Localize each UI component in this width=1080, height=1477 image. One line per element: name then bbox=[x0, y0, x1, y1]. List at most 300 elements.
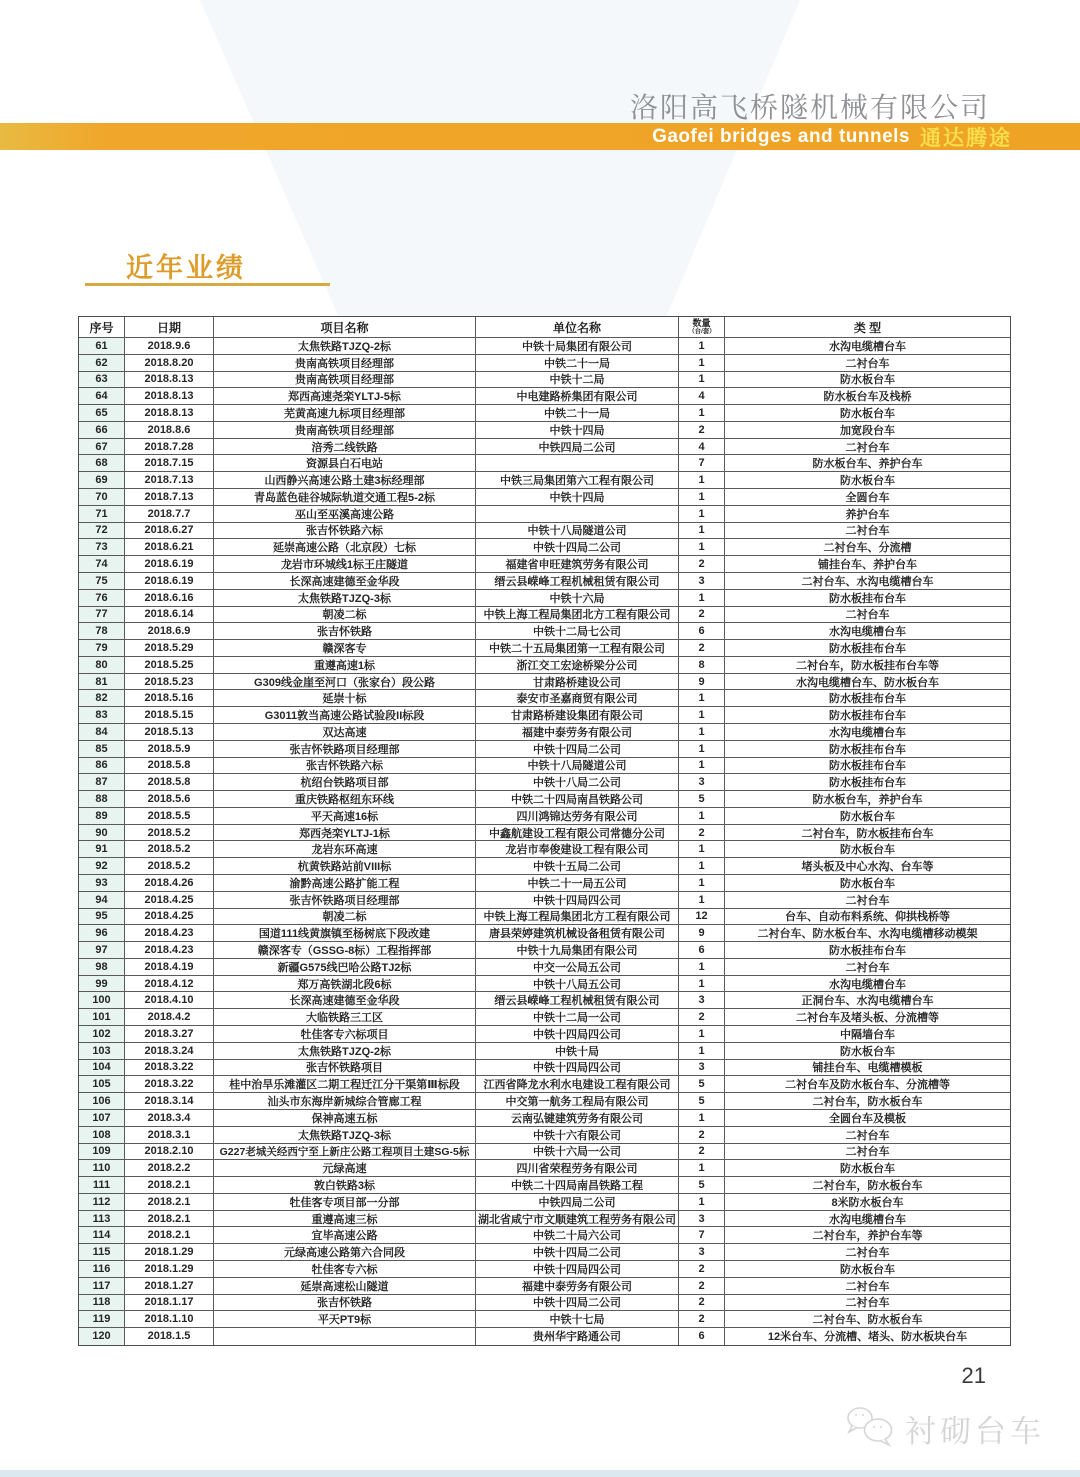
cell-unit: 中铁十五局二公司 bbox=[476, 858, 679, 875]
cell-qty: 1 bbox=[679, 858, 725, 875]
cell-type: 二衬台车 bbox=[725, 959, 1010, 976]
cell-unit: 云南弘键建筑劳务有限公司 bbox=[476, 1110, 679, 1127]
cell-project: 龙岩东环高速 bbox=[214, 841, 476, 858]
cell-qty: 5 bbox=[679, 1076, 725, 1093]
table-row bbox=[79, 590, 1010, 607]
cell-unit: 中铁三局集团第六工程有限公司 bbox=[476, 472, 679, 489]
cell-date: 2018.8.20 bbox=[125, 355, 214, 372]
table-row bbox=[79, 388, 1010, 405]
cell-no: 104 bbox=[79, 1060, 125, 1077]
cell-project: G3011敦当高速公路试验段II标段 bbox=[214, 707, 476, 724]
results-table bbox=[78, 316, 1011, 1346]
cell-project: 太焦铁路TJZQ-2标 bbox=[214, 338, 476, 355]
cell-unit: 贵州华宇路通公司 bbox=[476, 1328, 679, 1345]
cell-no: 87 bbox=[79, 774, 125, 791]
cell-no: 93 bbox=[79, 875, 125, 892]
cell-qty: 2 bbox=[679, 1278, 725, 1295]
cell-project: 重庆铁路枢纽东环线 bbox=[214, 791, 476, 808]
table-row bbox=[79, 1043, 1010, 1060]
cell-qty: 2 bbox=[679, 825, 725, 842]
cell-no: 61 bbox=[79, 338, 125, 355]
cell-type: 二衬台车及堵头板、分流槽等 bbox=[725, 1009, 1010, 1026]
cell-no: 70 bbox=[79, 489, 125, 506]
cell-type: 二衬台车 bbox=[725, 1295, 1010, 1312]
cell-date: 2018.3.22 bbox=[125, 1060, 214, 1077]
cell-project: 重遵高速三标 bbox=[214, 1211, 476, 1228]
table-row bbox=[79, 1160, 1010, 1177]
cell-date: 2018.8.6 bbox=[125, 422, 214, 439]
cell-date: 2018.8.13 bbox=[125, 388, 214, 405]
table-row bbox=[79, 1194, 1010, 1211]
cell-unit: 福建省申旺建筑劳务有限公司 bbox=[476, 556, 679, 573]
table-row bbox=[79, 472, 1010, 489]
cell-project: 双达高速 bbox=[214, 724, 476, 741]
table-row bbox=[79, 724, 1010, 741]
cell-date: 2018.4.25 bbox=[125, 909, 214, 926]
cell-qty: 1 bbox=[679, 372, 725, 389]
table-row bbox=[79, 858, 1010, 875]
cell-qty: 1 bbox=[679, 506, 725, 523]
cell-date: 2018.4.2 bbox=[125, 1009, 214, 1026]
cell-unit: 中铁十九局集团有限公司 bbox=[476, 942, 679, 959]
header-cell-date: 日期 bbox=[125, 317, 214, 338]
cell-qty: 6 bbox=[679, 623, 725, 640]
cell-type: 防水板挂布台车 bbox=[725, 707, 1010, 724]
cell-no: 109 bbox=[79, 1144, 125, 1161]
cell-unit: 甘肃路桥建设公司 bbox=[476, 674, 679, 691]
cell-date: 2018.4.12 bbox=[125, 976, 214, 993]
table-row bbox=[79, 506, 1010, 523]
table-row bbox=[79, 338, 1010, 355]
company-name: 洛阳高飞桥隧机械有限公司 bbox=[629, 92, 990, 123]
cell-type: 水沟电缆槽台车 bbox=[725, 338, 1010, 355]
cell-project: 牡佳客专六标项目 bbox=[214, 1026, 476, 1043]
cell-date: 2018.4.26 bbox=[125, 875, 214, 892]
cell-no: 85 bbox=[79, 741, 125, 758]
cell-no: 66 bbox=[79, 422, 125, 439]
cell-unit: 中铁十四局四公司 bbox=[476, 1026, 679, 1043]
cell-qty: 1 bbox=[679, 724, 725, 741]
cell-unit: 中铁二十一局五公司 bbox=[476, 875, 679, 892]
cell-type: 防水板挂布台车 bbox=[725, 690, 1010, 707]
table-row bbox=[79, 925, 1010, 942]
table-row bbox=[79, 1076, 1010, 1093]
header-cell-qty bbox=[679, 317, 725, 338]
cell-type: 二衬台车、分流槽 bbox=[725, 539, 1010, 556]
cell-type: 二衬台车 bbox=[725, 1244, 1010, 1261]
table-row bbox=[79, 640, 1010, 657]
cell-type: 二衬台车，防水板台车 bbox=[725, 1177, 1010, 1194]
cell-qty: 1 bbox=[679, 758, 725, 775]
cell-type: 中隔墙台车 bbox=[725, 1026, 1010, 1043]
cell-date: 2018.6.21 bbox=[125, 539, 214, 556]
table-row bbox=[79, 942, 1010, 959]
cell-project: 保神高速五标 bbox=[214, 1110, 476, 1127]
cell-unit: 中铁十局 bbox=[476, 1043, 679, 1060]
table-row bbox=[79, 573, 1010, 590]
cell-project: 元绿高速 bbox=[214, 1160, 476, 1177]
cell-no: 67 bbox=[79, 439, 125, 456]
cell-no: 76 bbox=[79, 590, 125, 607]
cell-project: 元绿高速公路第六合同段 bbox=[214, 1244, 476, 1261]
table-row bbox=[79, 1311, 1010, 1328]
cell-date: 2018.1.29 bbox=[125, 1244, 214, 1261]
cell-type: 防水板挂布台车 bbox=[725, 942, 1010, 959]
cell-date: 2018.3.14 bbox=[125, 1093, 214, 1110]
header-cell-type: 类 型 bbox=[725, 317, 1010, 338]
cell-unit: 中铁二十五局集团第一工程有限公司 bbox=[476, 640, 679, 657]
cell-unit: 浙江交工宏途桥梁分公司 bbox=[476, 657, 679, 674]
cell-no: 101 bbox=[79, 1009, 125, 1026]
cell-no: 94 bbox=[79, 892, 125, 909]
cell-qty: 2 bbox=[679, 1311, 725, 1328]
table-row bbox=[79, 875, 1010, 892]
cell-project: 青岛蓝色硅谷城际轨道交通工程5-2标 bbox=[214, 489, 476, 506]
cell-unit: 缙云县嵘峰工程机械租赁有限公司 bbox=[476, 573, 679, 590]
table-row bbox=[79, 355, 1010, 372]
cell-no: 63 bbox=[79, 372, 125, 389]
cell-no: 98 bbox=[79, 959, 125, 976]
cell-project bbox=[214, 1328, 476, 1345]
cell-date: 2018.5.13 bbox=[125, 724, 214, 741]
cell-qty: 12 bbox=[679, 909, 725, 926]
cell-project: 长深高速建德至金华段 bbox=[214, 573, 476, 590]
cell-unit: 四川省荣程劳务有限公司 bbox=[476, 1160, 679, 1177]
cell-project: 朝凌二标 bbox=[214, 909, 476, 926]
cell-type: 防水板挂布台车 bbox=[725, 640, 1010, 657]
header-qty-line2: （台/套） bbox=[688, 328, 715, 335]
cell-qty: 1 bbox=[679, 841, 725, 858]
cell-no: 75 bbox=[79, 573, 125, 590]
cell-unit: 唐县荣婷建筑机械设备租赁有限公司 bbox=[476, 925, 679, 942]
cell-date: 2018.2.1 bbox=[125, 1227, 214, 1244]
cell-date: 2018.3.24 bbox=[125, 1043, 214, 1060]
cell-project: 桂中治旱乐滩灌区二期工程迁江分干渠第Ⅲ标段 bbox=[214, 1076, 476, 1093]
cell-qty: 2 bbox=[679, 1295, 725, 1312]
cell-unit: 中铁四局二公司 bbox=[476, 1194, 679, 1211]
cell-date: 2018.1.29 bbox=[125, 1261, 214, 1278]
cell-project: 张吉怀铁路六标 bbox=[214, 523, 476, 540]
cell-no: 89 bbox=[79, 808, 125, 825]
table-row bbox=[79, 992, 1010, 1009]
cell-no: 113 bbox=[79, 1211, 125, 1228]
cell-no: 116 bbox=[79, 1261, 125, 1278]
cell-project: 张吉怀铁路项目经理部 bbox=[214, 741, 476, 758]
cell-qty: 2 bbox=[679, 1144, 725, 1161]
cell-unit: 中铁十局集团有限公司 bbox=[476, 338, 679, 355]
cell-qty: 1 bbox=[679, 707, 725, 724]
cell-no: 102 bbox=[79, 1026, 125, 1043]
cell-unit: 中铁十四局四公司 bbox=[476, 892, 679, 909]
cell-date: 2018.5.25 bbox=[125, 657, 214, 674]
table-row bbox=[79, 405, 1010, 422]
table-row bbox=[79, 774, 1010, 791]
bottom-edge-strip bbox=[0, 1470, 1080, 1477]
table-row bbox=[79, 1261, 1010, 1278]
cell-qty: 1 bbox=[679, 355, 725, 372]
header-cell-unit: 单位名称 bbox=[476, 317, 679, 338]
cell-type: 二衬台车 bbox=[725, 1127, 1010, 1144]
cell-no: 80 bbox=[79, 657, 125, 674]
cell-date: 2018.2.2 bbox=[125, 1160, 214, 1177]
cell-project: 长深高速建德至金华段 bbox=[214, 992, 476, 1009]
cell-no: 95 bbox=[79, 909, 125, 926]
cell-project: 郑万高铁湖北段6标 bbox=[214, 976, 476, 993]
cell-qty: 1 bbox=[679, 808, 725, 825]
cell-type: 防水板挂布台车 bbox=[725, 741, 1010, 758]
cell-type: 防水板挂布台车 bbox=[725, 774, 1010, 791]
cell-unit: 中铁十六有限公司 bbox=[476, 1127, 679, 1144]
table-row bbox=[79, 422, 1010, 439]
cell-project: G309线金崖至河口（张家台）段公路 bbox=[214, 674, 476, 691]
table-row bbox=[79, 841, 1010, 858]
cell-date: 2018.5.8 bbox=[125, 774, 214, 791]
cell-project: 张吉怀铁路 bbox=[214, 1295, 476, 1312]
cell-date: 2018.1.27 bbox=[125, 1278, 214, 1295]
brand-banner bbox=[0, 123, 1080, 150]
cell-date: 2018.5.6 bbox=[125, 791, 214, 808]
cell-date: 2018.5.8 bbox=[125, 758, 214, 775]
cell-type: 防水板台车 bbox=[725, 472, 1010, 489]
cell-date: 2018.1.10 bbox=[125, 1311, 214, 1328]
cell-project: 延崇十标 bbox=[214, 690, 476, 707]
cell-date: 2018.7.7 bbox=[125, 506, 214, 523]
cell-unit: 中铁二十一局 bbox=[476, 355, 679, 372]
cell-qty: 1 bbox=[679, 523, 725, 540]
cell-type: 二衬台车 bbox=[725, 355, 1010, 372]
cell-qty: 6 bbox=[679, 1328, 725, 1345]
cell-unit: 中铁二十一局 bbox=[476, 405, 679, 422]
cell-type: 全圆台车 bbox=[725, 489, 1010, 506]
table-row bbox=[79, 1026, 1010, 1043]
cell-date: 2018.8.13 bbox=[125, 405, 214, 422]
cell-no: 111 bbox=[79, 1177, 125, 1194]
table-row bbox=[79, 976, 1010, 993]
cell-date: 2018.9.6 bbox=[125, 338, 214, 355]
cell-project: 资源县白石电站 bbox=[214, 455, 476, 472]
cell-type: 防水板台车，养护台车 bbox=[725, 791, 1010, 808]
cell-type: 二衬台车、防水板台车、水沟电缆槽移动模架 bbox=[725, 925, 1010, 942]
cell-type: 二衬台车，防水板挂布台车等 bbox=[725, 657, 1010, 674]
cell-qty: 1 bbox=[679, 892, 725, 909]
cell-project: 太焦铁路TJZQ-3标 bbox=[214, 1127, 476, 1144]
cell-date: 2018.3.1 bbox=[125, 1127, 214, 1144]
cell-no: 117 bbox=[79, 1278, 125, 1295]
cell-qty: 1 bbox=[679, 1026, 725, 1043]
cell-qty: 1 bbox=[679, 1194, 725, 1211]
cell-unit: 中铁十二局 bbox=[476, 372, 679, 389]
cell-date: 2018.8.13 bbox=[125, 372, 214, 389]
table-row bbox=[79, 825, 1010, 842]
cell-unit: 中铁十四局 bbox=[476, 489, 679, 506]
cell-type: 防水板台车 bbox=[725, 1261, 1010, 1278]
table-row bbox=[79, 741, 1010, 758]
cell-no: 81 bbox=[79, 674, 125, 691]
cell-type: 铺挂台车、电缆槽模板 bbox=[725, 1060, 1010, 1077]
cell-project: 平天高速16标 bbox=[214, 808, 476, 825]
cell-date: 2018.4.19 bbox=[125, 959, 214, 976]
cell-project: 牡佳客专六标 bbox=[214, 1261, 476, 1278]
cell-no: 103 bbox=[79, 1043, 125, 1060]
cell-unit: 中铁上海工程局集团北方工程有限公司 bbox=[476, 909, 679, 926]
cell-type: 二衬台车 bbox=[725, 439, 1010, 456]
cell-type: 防水板挂布台车 bbox=[725, 590, 1010, 607]
cell-qty: 1 bbox=[679, 590, 725, 607]
cell-date: 2018.5.15 bbox=[125, 707, 214, 724]
cell-date: 2018.3.27 bbox=[125, 1026, 214, 1043]
cell-type: 水沟电缆槽台车、防水板台车 bbox=[725, 674, 1010, 691]
table-row bbox=[79, 1244, 1010, 1261]
cell-unit: 中铁十四局二公司 bbox=[476, 1244, 679, 1261]
cell-qty: 3 bbox=[679, 1244, 725, 1261]
cell-project: 张吉怀铁路项目 bbox=[214, 1060, 476, 1077]
cell-date: 2018.4.23 bbox=[125, 942, 214, 959]
cell-unit: 泰安市圣嘉商贸有限公司 bbox=[476, 690, 679, 707]
cell-no: 77 bbox=[79, 607, 125, 624]
cell-unit: 中铁十六局一公司 bbox=[476, 1144, 679, 1161]
table-row bbox=[79, 556, 1010, 573]
table-row bbox=[79, 523, 1010, 540]
cell-no: 118 bbox=[79, 1295, 125, 1312]
cell-type: 全圆台车及模板 bbox=[725, 1110, 1010, 1127]
cell-qty: 2 bbox=[679, 1127, 725, 1144]
cell-project: 太焦铁路TJZQ-2标 bbox=[214, 1043, 476, 1060]
table-row bbox=[79, 1127, 1010, 1144]
cell-no: 82 bbox=[79, 690, 125, 707]
cell-date: 2018.7.13 bbox=[125, 489, 214, 506]
cell-project: 延崇高速公路（北京段）七标 bbox=[214, 539, 476, 556]
cell-unit: 中铁上海工程局集团北方工程有限公司 bbox=[476, 607, 679, 624]
cell-type: 防水板台车 bbox=[725, 372, 1010, 389]
cell-qty: 1 bbox=[679, 976, 725, 993]
cell-no: 65 bbox=[79, 405, 125, 422]
cell-unit: 甘肃路桥建设集团有限公司 bbox=[476, 707, 679, 724]
cell-date: 2018.7.28 bbox=[125, 439, 214, 456]
cell-no: 92 bbox=[79, 858, 125, 875]
page-title: 近年业绩 bbox=[126, 253, 246, 283]
cell-project: 张吉怀铁路项目经理部 bbox=[214, 892, 476, 909]
table-row bbox=[79, 892, 1010, 909]
cell-date: 2018.7.13 bbox=[125, 472, 214, 489]
table-row bbox=[79, 758, 1010, 775]
cell-qty: 4 bbox=[679, 388, 725, 405]
cell-type: 二衬台车、防水板台车 bbox=[725, 1311, 1010, 1328]
cell-type: 二衬台车 bbox=[725, 1144, 1010, 1161]
cell-project: 朝凌二标 bbox=[214, 607, 476, 624]
table-row bbox=[79, 1295, 1010, 1312]
cell-qty: 3 bbox=[679, 1211, 725, 1228]
chat-bubbles-icon bbox=[845, 1404, 897, 1453]
cell-type: 正洞台车、水沟电缆槽台车 bbox=[725, 992, 1010, 1009]
cell-qty: 1 bbox=[679, 405, 725, 422]
cell-type: 二衬台车 bbox=[725, 892, 1010, 909]
cell-no: 78 bbox=[79, 623, 125, 640]
cell-type: 防水板台车 bbox=[725, 1043, 1010, 1060]
table-row bbox=[79, 657, 1010, 674]
table-row bbox=[79, 690, 1010, 707]
cell-qty: 3 bbox=[679, 573, 725, 590]
cell-qty: 5 bbox=[679, 1177, 725, 1194]
cell-project: 郑西高速尧栾YLTJ-5标 bbox=[214, 388, 476, 405]
cell-date: 2018.4.10 bbox=[125, 992, 214, 1009]
cell-type: 台车、自动布料系统、仰拱栈桥等 bbox=[725, 909, 1010, 926]
cell-date: 2018.5.2 bbox=[125, 825, 214, 842]
cell-no: 88 bbox=[79, 791, 125, 808]
cell-unit: 福建中泰劳务有限公司 bbox=[476, 724, 679, 741]
cell-date: 2018.3.22 bbox=[125, 1076, 214, 1093]
cell-type: 防水板挂布台车 bbox=[725, 758, 1010, 775]
cell-qty: 2 bbox=[679, 556, 725, 573]
cell-type: 二衬台车，养护台车等 bbox=[725, 1227, 1010, 1244]
cell-project: 杭绍台铁路项目部 bbox=[214, 774, 476, 791]
cell-qty: 1 bbox=[679, 338, 725, 355]
cell-no: 72 bbox=[79, 523, 125, 540]
cell-date: 2018.2.1 bbox=[125, 1177, 214, 1194]
cell-no: 83 bbox=[79, 707, 125, 724]
cell-date: 2018.5.16 bbox=[125, 690, 214, 707]
cell-unit: 中铁十七局 bbox=[476, 1311, 679, 1328]
cell-unit: 中铁十四局四公司 bbox=[476, 1261, 679, 1278]
cell-no: 86 bbox=[79, 758, 125, 775]
cell-qty: 1 bbox=[679, 959, 725, 976]
cell-type: 8米防水板台车 bbox=[725, 1194, 1010, 1211]
cell-project: 敦白铁路3标 bbox=[214, 1177, 476, 1194]
cell-no: 90 bbox=[79, 825, 125, 842]
cell-date: 2018.1.5 bbox=[125, 1328, 214, 1345]
cell-qty: 1 bbox=[679, 741, 725, 758]
cell-qty: 1 bbox=[679, 539, 725, 556]
cell-project: 赣深客专 bbox=[214, 640, 476, 657]
cell-unit: 中铁十四局四公司 bbox=[476, 1060, 679, 1077]
cell-project: 宜毕高速公路 bbox=[214, 1227, 476, 1244]
cell-unit: 福建中泰劳务有限公司 bbox=[476, 1278, 679, 1295]
cell-project: 芜黄高速九标项目经理部 bbox=[214, 405, 476, 422]
cell-qty: 1 bbox=[679, 1110, 725, 1127]
cell-project: 巫山至巫溪高速公路 bbox=[214, 506, 476, 523]
cell-qty: 1 bbox=[679, 489, 725, 506]
cell-no: 106 bbox=[79, 1093, 125, 1110]
cell-type: 防水板台车 bbox=[725, 875, 1010, 892]
cell-no: 100 bbox=[79, 992, 125, 1009]
cell-no: 84 bbox=[79, 724, 125, 741]
cell-type: 堵头板及中心水沟、台车等 bbox=[725, 858, 1010, 875]
cell-project: 重遵高速1标 bbox=[214, 657, 476, 674]
cell-date: 2018.5.29 bbox=[125, 640, 214, 657]
cell-no: 114 bbox=[79, 1227, 125, 1244]
cell-unit: 中铁十四局二公司 bbox=[476, 1295, 679, 1312]
table-row bbox=[79, 1110, 1010, 1127]
cell-date: 2018.1.17 bbox=[125, 1295, 214, 1312]
cell-unit: 中铁十八局五公司 bbox=[476, 976, 679, 993]
cell-date: 2018.6.19 bbox=[125, 573, 214, 590]
cell-project: 渝黔高速公路扩能工程 bbox=[214, 875, 476, 892]
cell-date: 2018.6.27 bbox=[125, 523, 214, 540]
cell-unit: 中铁二十四局南昌铁路公司 bbox=[476, 791, 679, 808]
cell-no: 107 bbox=[79, 1110, 125, 1127]
cell-unit: 缙云县嵘峰工程机械租赁有限公司 bbox=[476, 992, 679, 1009]
cell-date: 2018.7.15 bbox=[125, 455, 214, 472]
table-row bbox=[79, 623, 1010, 640]
banner-chinese-slogan: 通达腾途 bbox=[920, 126, 1012, 150]
header-cell-project: 项目名称 bbox=[214, 317, 476, 338]
cell-no: 68 bbox=[79, 455, 125, 472]
cell-date: 2018.5.2 bbox=[125, 841, 214, 858]
cell-project: 郑西尧栾YLTJ-1标 bbox=[214, 825, 476, 842]
cell-unit: 中铁十八局隧道公司 bbox=[476, 523, 679, 540]
cell-project: 大临铁路三工区 bbox=[214, 1009, 476, 1026]
cell-type: 防水板台车、养护台车 bbox=[725, 455, 1010, 472]
cell-project: 平天PT9标 bbox=[214, 1311, 476, 1328]
